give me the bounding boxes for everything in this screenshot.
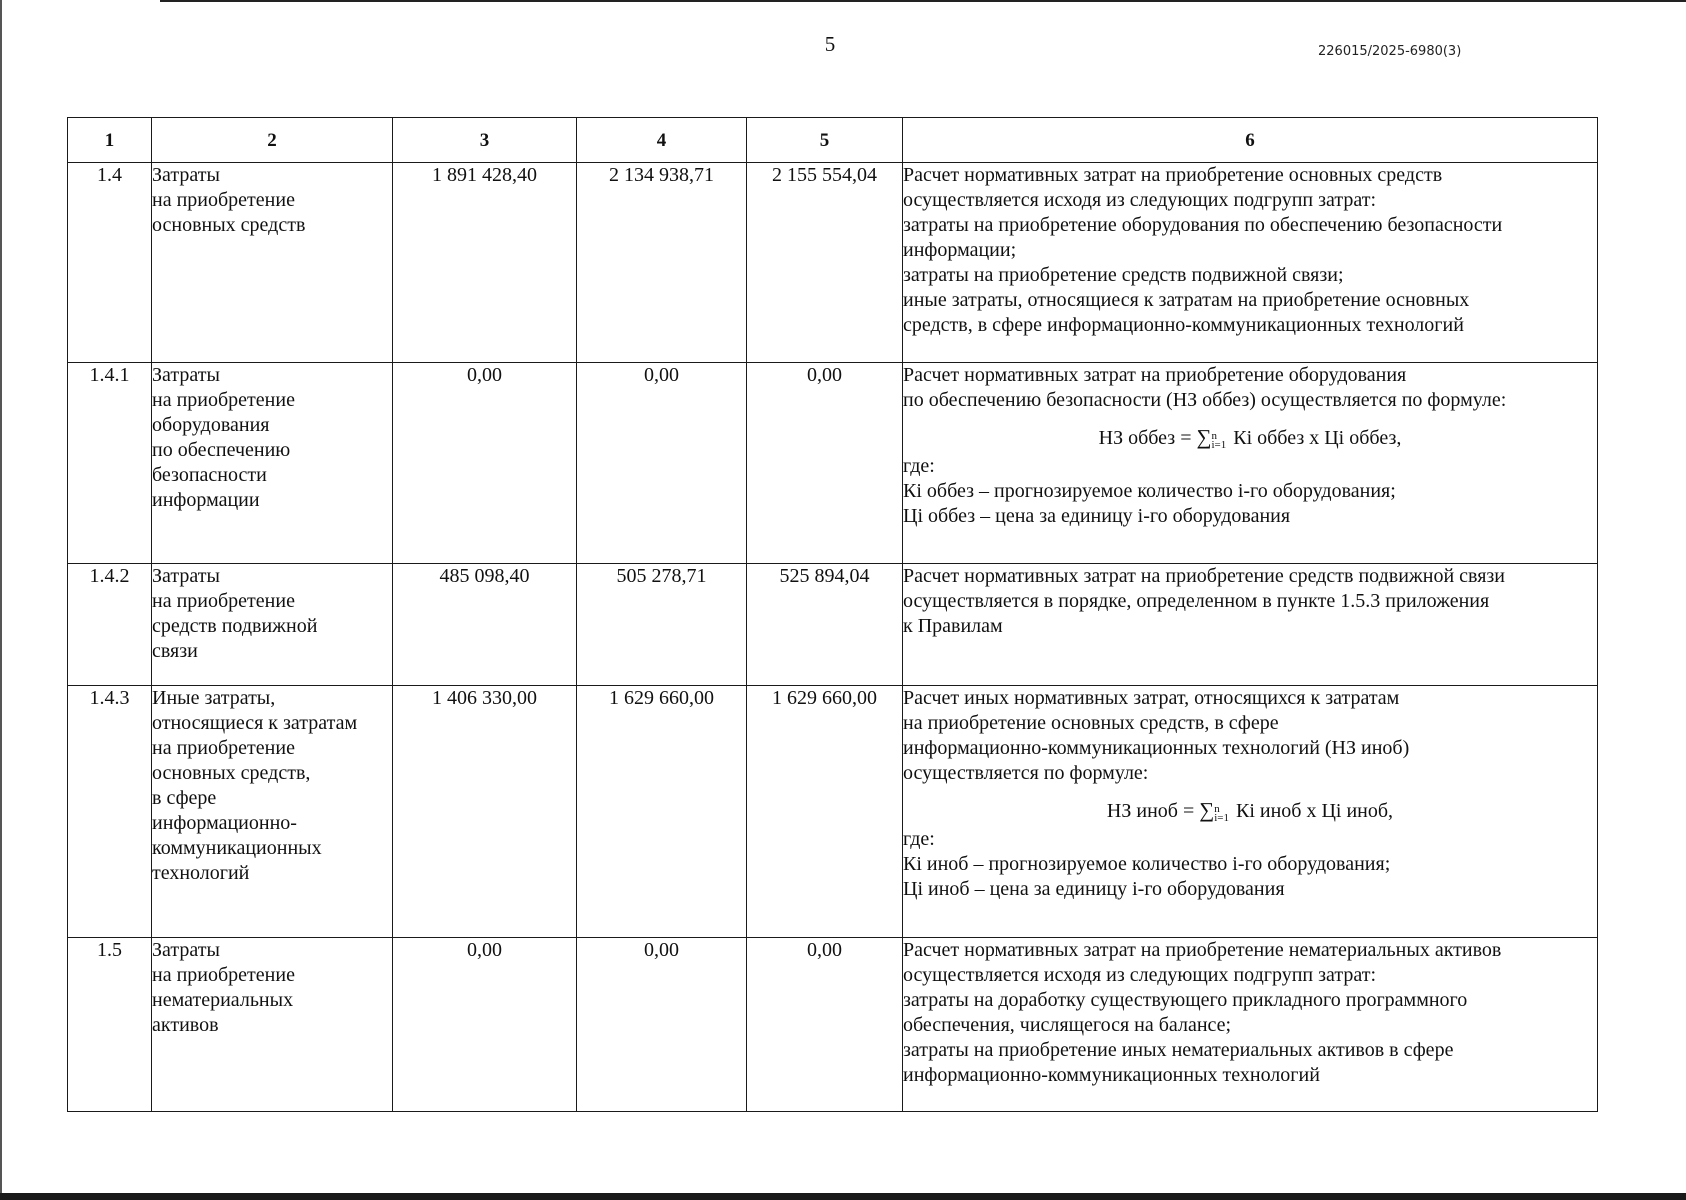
row-name-line: основных средств,	[152, 762, 311, 784]
description-line: затраты на доработку существующего прикладного программного	[903, 989, 1468, 1011]
description-line: где:	[903, 828, 935, 850]
row-name-line: на приобретение	[152, 189, 295, 211]
row-number: 1.4	[68, 163, 152, 363]
row-name-line: по обеспечению	[152, 439, 291, 461]
value-col3: 1 891 428,40	[393, 163, 577, 363]
value-col5: 1 629 660,00	[747, 686, 903, 938]
description-line: Расчет нормативных затрат на приобретение оборудования	[903, 364, 1407, 386]
table-header-row	[68, 118, 1598, 163]
description-line: информации;	[903, 239, 1017, 261]
row-description	[903, 686, 1598, 938]
row-name	[152, 938, 393, 1112]
row-name	[152, 163, 393, 363]
cost-table	[67, 117, 1598, 1112]
description-line: Кi иноб – прогнозируемое количество i-го оборудования;	[903, 853, 1391, 875]
row-name-line: технологий	[152, 862, 250, 884]
value-col5: 0,00	[747, 363, 903, 564]
formula-rhs: Кi иноб х Цi иноб,	[1231, 800, 1394, 822]
row-name	[152, 686, 393, 938]
row-name-line: информации	[152, 489, 260, 511]
scan-edge-bottom	[0, 1193, 1686, 1200]
document-code: 226015/2025-6980(3)	[1318, 44, 1462, 59]
sum-upper-limit: n	[1211, 430, 1217, 442]
scan-edge-left	[0, 0, 2, 1200]
description-line: Расчет иных нормативных затрат, относящихся к затратам	[903, 687, 1400, 709]
description-line: к Правилам	[903, 615, 1003, 637]
row-name-line: Затраты	[152, 565, 220, 587]
description-line: Расчет нормативных затрат на приобретение средств подвижной связи	[903, 565, 1506, 587]
sum-upper-limit: n	[1214, 803, 1220, 815]
description-line: информационно-коммуникационных технологий (НЗ иноб)	[903, 737, 1410, 759]
value-col3: 0,00	[393, 363, 577, 564]
row-description	[903, 163, 1598, 363]
description-line: Цi иноб – цена за единицу i-го оборудования	[903, 878, 1285, 900]
value-col4: 2 134 938,71	[577, 163, 747, 363]
column-header: 1	[68, 118, 152, 163]
row-name-line: Затраты	[152, 364, 220, 386]
description-line: Расчет нормативных затрат на приобретение нематериальных активов	[903, 939, 1502, 961]
row-description	[903, 938, 1598, 1112]
row-name-line: оборудования	[152, 414, 270, 436]
column-header: 6	[903, 118, 1598, 163]
row-name-line: Затраты	[152, 164, 220, 186]
row-name	[152, 363, 393, 564]
row-number: 1.4.2	[68, 564, 152, 686]
value-col3: 485 098,40	[393, 564, 577, 686]
table-row	[68, 363, 1598, 564]
table-row	[68, 163, 1598, 363]
sum-lower-limit: i=1	[1214, 812, 1229, 824]
description-line: Кi оббез – прогнозируемое количество i-го оборудования;	[903, 480, 1396, 502]
row-name	[152, 564, 393, 686]
description-line: обеспечения, числящегося на балансе;	[903, 1014, 1232, 1036]
value-col3: 0,00	[393, 938, 577, 1112]
row-name-line: активов	[152, 1014, 219, 1036]
row-name-line: связи	[152, 640, 198, 662]
formula-lhs: НЗ оббез =	[1098, 427, 1197, 449]
row-name-line: Затраты	[152, 939, 220, 961]
sum-symbol: ∑	[1199, 798, 1215, 822]
formula	[903, 798, 1597, 824]
row-description	[903, 363, 1598, 564]
table-row	[68, 564, 1598, 686]
description-line: осуществляется по формуле:	[903, 762, 1149, 784]
row-name-line: информационно-	[152, 812, 297, 834]
row-number: 1.4.3	[68, 686, 152, 938]
value-col4: 505 278,71	[577, 564, 747, 686]
row-name-line: в сфере	[152, 787, 217, 809]
description-line: затраты на приобретение средств подвижной связи;	[903, 264, 1344, 286]
value-col5: 525 894,04	[747, 564, 903, 686]
description-line: где:	[903, 455, 935, 477]
formula	[903, 425, 1597, 451]
description-line: средств, в сфере информационно-коммуникационных технологий	[903, 314, 1464, 336]
row-number: 1.5	[68, 938, 152, 1112]
row-description	[903, 564, 1598, 686]
row-name-line: на приобретение	[152, 737, 295, 759]
row-number: 1.4.1	[68, 363, 152, 564]
column-header: 4	[577, 118, 747, 163]
description-line: затраты на приобретение иных нематериальных активов в сфере	[903, 1039, 1454, 1061]
page-number: 5	[824, 32, 836, 56]
description-line: информационно-коммуникационных технологий	[903, 1064, 1320, 1086]
row-name-line: средств подвижной	[152, 615, 318, 637]
column-header: 3	[393, 118, 577, 163]
value-col5: 0,00	[747, 938, 903, 1112]
formula-rhs: Кi оббез х Цi оббез,	[1228, 427, 1402, 449]
column-header: 2	[152, 118, 393, 163]
sum-lower-limit: i=1	[1211, 439, 1227, 451]
value-col5: 2 155 554,04	[747, 163, 903, 363]
value-col3: 1 406 330,00	[393, 686, 577, 938]
value-col4: 0,00	[577, 363, 747, 564]
table-row	[68, 938, 1598, 1112]
row-name-line: на приобретение	[152, 389, 295, 411]
row-name-line: коммуникационных	[152, 837, 322, 859]
row-name-line: основных средств	[152, 214, 306, 236]
value-col4: 1 629 660,00	[577, 686, 747, 938]
description-line: Расчет нормативных затрат на приобретение основных средств	[903, 164, 1443, 186]
description-line: Цi оббез – цена за единицу i-го оборудования	[903, 505, 1291, 527]
column-header: 5	[747, 118, 903, 163]
description-line: осуществляется исходя из следующих подгрупп затрат:	[903, 964, 1376, 986]
table-row	[68, 686, 1598, 938]
formula-lhs: НЗ иноб =	[1106, 800, 1200, 822]
scan-edge-top	[160, 0, 1686, 2]
description-line: осуществляется в порядке, определенном в пункте 1.5.3 приложения	[903, 590, 1490, 612]
description-line: по обеспечению безопасности (НЗ оббез) осуществляется по формуле:	[903, 389, 1507, 411]
value-col4: 0,00	[577, 938, 747, 1112]
row-name-line: безопасности	[152, 464, 267, 486]
description-line: осуществляется исходя из следующих подгрупп затрат:	[903, 189, 1376, 211]
row-name-line: Иные затраты,	[152, 687, 276, 709]
description-line: иные затраты, относящиеся к затратам на приобретение основных	[903, 289, 1470, 311]
sum-symbol: ∑	[1196, 425, 1212, 449]
description-line: на приобретение основных средств, в сфере	[903, 712, 1279, 734]
row-name-line: относящиеся к затратам	[152, 712, 358, 734]
row-name-line: на приобретение	[152, 590, 295, 612]
row-name-line: на приобретение	[152, 964, 295, 986]
row-name-line: нематериальных	[152, 989, 294, 1011]
description-line: затраты на приобретение оборудования по обеспечению безопасности	[903, 214, 1503, 236]
